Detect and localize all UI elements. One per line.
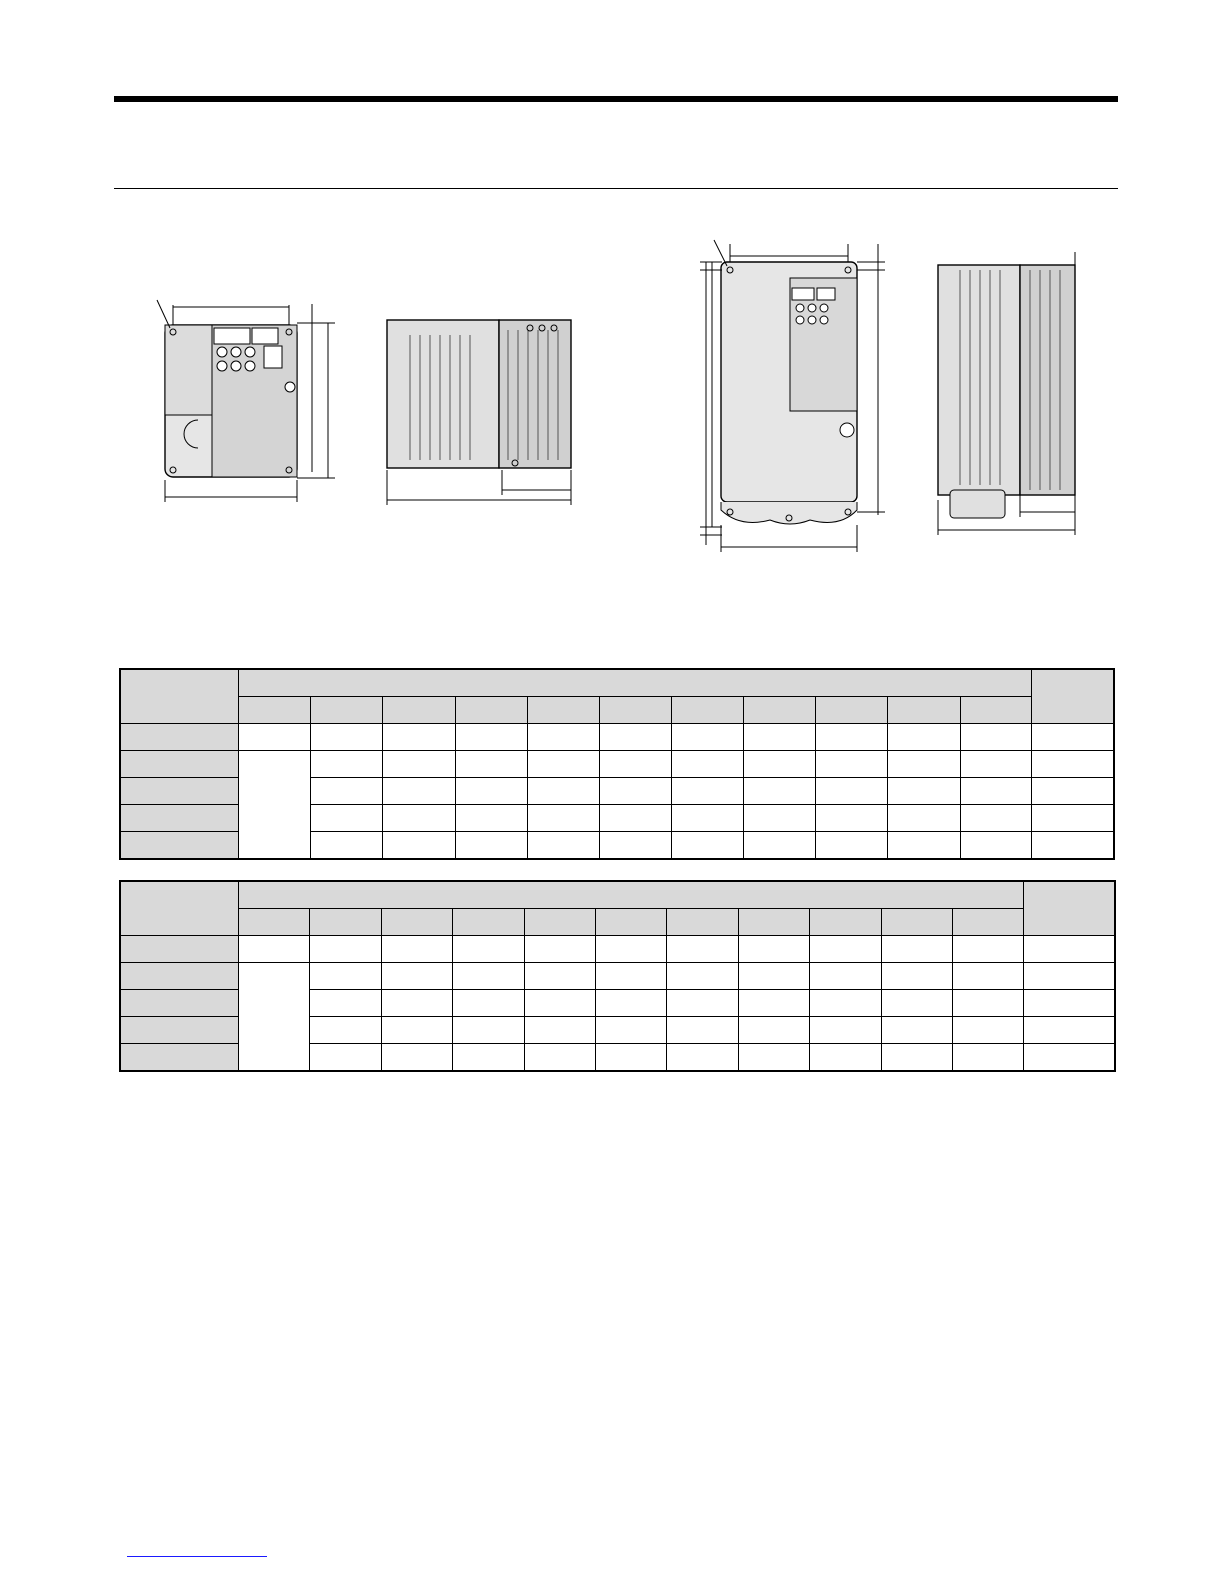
table-cell <box>452 963 524 990</box>
table-cell <box>1031 751 1114 778</box>
table-cell <box>960 751 1031 778</box>
row-header-cell <box>120 805 238 832</box>
large-drive-side-view <box>938 252 1075 535</box>
table-cell <box>599 724 671 751</box>
header-cell <box>743 697 815 724</box>
header-cell <box>671 697 743 724</box>
header-cell <box>1023 881 1115 936</box>
table-cell <box>743 805 815 832</box>
header-cell <box>666 909 738 936</box>
table-header-row <box>120 669 1114 697</box>
table-cell <box>743 832 815 860</box>
table-header-row <box>120 881 1115 909</box>
header-cell <box>382 697 455 724</box>
table-cell <box>527 832 599 860</box>
table-cell <box>595 990 666 1017</box>
header-cell <box>815 697 887 724</box>
table-cell <box>381 990 452 1017</box>
row-header-cell <box>120 990 238 1017</box>
table-cell <box>881 963 952 990</box>
table-cell <box>309 963 381 990</box>
table-cell <box>455 832 527 860</box>
row-header-cell <box>120 1044 238 1072</box>
table-cell <box>671 724 743 751</box>
header-cell <box>809 909 881 936</box>
table-cell <box>815 778 887 805</box>
table-cell <box>524 936 595 963</box>
table-cell <box>599 751 671 778</box>
header-cell <box>381 909 452 936</box>
header-cell <box>599 697 671 724</box>
table-cell <box>381 1017 452 1044</box>
table-cell <box>952 936 1023 963</box>
table-cell <box>452 1017 524 1044</box>
table-cell-merged <box>238 963 309 1072</box>
table-cell <box>309 1044 381 1072</box>
table-cell <box>960 832 1031 860</box>
table-cell <box>382 751 455 778</box>
table-cell <box>738 990 809 1017</box>
table-cell <box>1023 936 1115 963</box>
table-cell <box>310 805 382 832</box>
table-cell <box>382 778 455 805</box>
header-cell <box>455 697 527 724</box>
table-cell <box>1023 1044 1115 1072</box>
small-drive-front-view <box>157 300 335 502</box>
table-cell <box>960 724 1031 751</box>
table-cell <box>238 724 310 751</box>
header-cell <box>238 697 310 724</box>
table-cell <box>595 936 666 963</box>
table-cell <box>527 778 599 805</box>
table-cell <box>809 1044 881 1072</box>
header-cell <box>238 669 1031 697</box>
table-cell <box>809 1017 881 1044</box>
row-header-cell <box>120 963 238 990</box>
table-cell <box>455 778 527 805</box>
row-header-cell <box>120 724 238 751</box>
table-cell <box>809 936 881 963</box>
table-cell <box>666 1044 738 1072</box>
table-cell <box>310 832 382 860</box>
table-cell <box>309 936 381 963</box>
header-cell <box>960 697 1031 724</box>
table-cell <box>382 724 455 751</box>
table-row <box>120 724 1114 751</box>
table-cell <box>382 832 455 860</box>
table-cell <box>738 1044 809 1072</box>
large-drive-front-view <box>700 240 885 552</box>
header-cell <box>887 697 960 724</box>
header-cell <box>738 909 809 936</box>
table-cell <box>309 1017 381 1044</box>
table-cell <box>1031 778 1114 805</box>
table-cell <box>738 963 809 990</box>
table-cell <box>666 963 738 990</box>
table-row <box>120 963 1115 990</box>
table-cell <box>1031 832 1114 860</box>
table-subheader-row <box>120 697 1114 724</box>
header-cell <box>120 669 238 724</box>
dimension-drawings <box>0 0 1225 600</box>
table-cell <box>381 1044 452 1072</box>
table-cell <box>455 805 527 832</box>
row-header-cell <box>120 778 238 805</box>
table-cell <box>881 936 952 963</box>
table-cell <box>743 724 815 751</box>
table-cell <box>599 778 671 805</box>
table-cell <box>671 751 743 778</box>
table-cell <box>881 1044 952 1072</box>
table-cell <box>381 936 452 963</box>
table-cell <box>452 990 524 1017</box>
table-cell <box>310 724 382 751</box>
header-cell <box>527 697 599 724</box>
table-cell <box>881 1017 952 1044</box>
dimension-table-2 <box>119 880 1116 1072</box>
row-header-cell <box>120 832 238 860</box>
table-cell <box>595 1017 666 1044</box>
footer-link-underline[interactable] <box>127 1556 267 1557</box>
table-cell <box>455 751 527 778</box>
table-cell <box>887 832 960 860</box>
header-cell <box>238 909 309 936</box>
table-cell <box>595 1044 666 1072</box>
table-cell <box>887 805 960 832</box>
table-cell <box>960 778 1031 805</box>
dimension-table-1 <box>119 668 1115 860</box>
table-cell <box>738 1017 809 1044</box>
table-cell <box>887 751 960 778</box>
table-cell <box>666 1017 738 1044</box>
row-header-cell <box>120 751 238 778</box>
table-cell <box>809 990 881 1017</box>
table-cell <box>666 990 738 1017</box>
header-cell <box>524 909 595 936</box>
table-cell <box>452 1044 524 1072</box>
table-subheader-row <box>120 909 1115 936</box>
header-cell <box>452 909 524 936</box>
header-cell <box>238 881 1023 909</box>
table-cell-merged <box>238 751 310 860</box>
table-cell <box>952 1017 1023 1044</box>
table-cell <box>1031 805 1114 832</box>
table-cell <box>815 724 887 751</box>
table-cell <box>452 936 524 963</box>
header-cell <box>309 909 381 936</box>
table-cell <box>881 990 952 1017</box>
table-cell <box>382 805 455 832</box>
row-header-cell <box>120 936 238 963</box>
table-cell <box>952 963 1023 990</box>
table-cell <box>238 936 309 963</box>
table-cell <box>743 778 815 805</box>
table-cell <box>310 778 382 805</box>
table-cell <box>455 724 527 751</box>
header-cell <box>952 909 1023 936</box>
header-cell <box>310 697 382 724</box>
table-cell <box>524 1044 595 1072</box>
table-cell <box>815 805 887 832</box>
table-cell <box>527 751 599 778</box>
table-cell <box>599 805 671 832</box>
table-cell <box>952 990 1023 1017</box>
table-cell <box>524 1017 595 1044</box>
table-cell <box>524 990 595 1017</box>
table-cell <box>527 724 599 751</box>
table-cell <box>671 832 743 860</box>
table-cell <box>524 963 595 990</box>
table-cell <box>815 751 887 778</box>
table-cell <box>666 936 738 963</box>
table-cell <box>310 751 382 778</box>
table-cell <box>960 805 1031 832</box>
table-cell <box>1023 990 1115 1017</box>
header-cell <box>595 909 666 936</box>
table-cell <box>595 963 666 990</box>
table-cell <box>952 1044 1023 1072</box>
table-cell <box>671 805 743 832</box>
table-cell <box>671 778 743 805</box>
table-cell <box>887 724 960 751</box>
header-cell <box>1031 669 1114 724</box>
table-cell <box>738 936 809 963</box>
table-cell <box>381 963 452 990</box>
table-cell <box>309 990 381 1017</box>
table-row <box>120 936 1115 963</box>
small-drive-side-view <box>387 320 571 505</box>
table-cell <box>743 751 815 778</box>
header-cell <box>881 909 952 936</box>
table-cell <box>599 832 671 860</box>
table-row <box>120 751 1114 778</box>
table-cell <box>1031 724 1114 751</box>
table-cell <box>1023 963 1115 990</box>
table-cell <box>815 832 887 860</box>
table-cell <box>887 778 960 805</box>
table-cell <box>809 963 881 990</box>
table-cell <box>527 805 599 832</box>
header-cell <box>120 881 238 936</box>
row-header-cell <box>120 1017 238 1044</box>
table-cell <box>1023 1017 1115 1044</box>
